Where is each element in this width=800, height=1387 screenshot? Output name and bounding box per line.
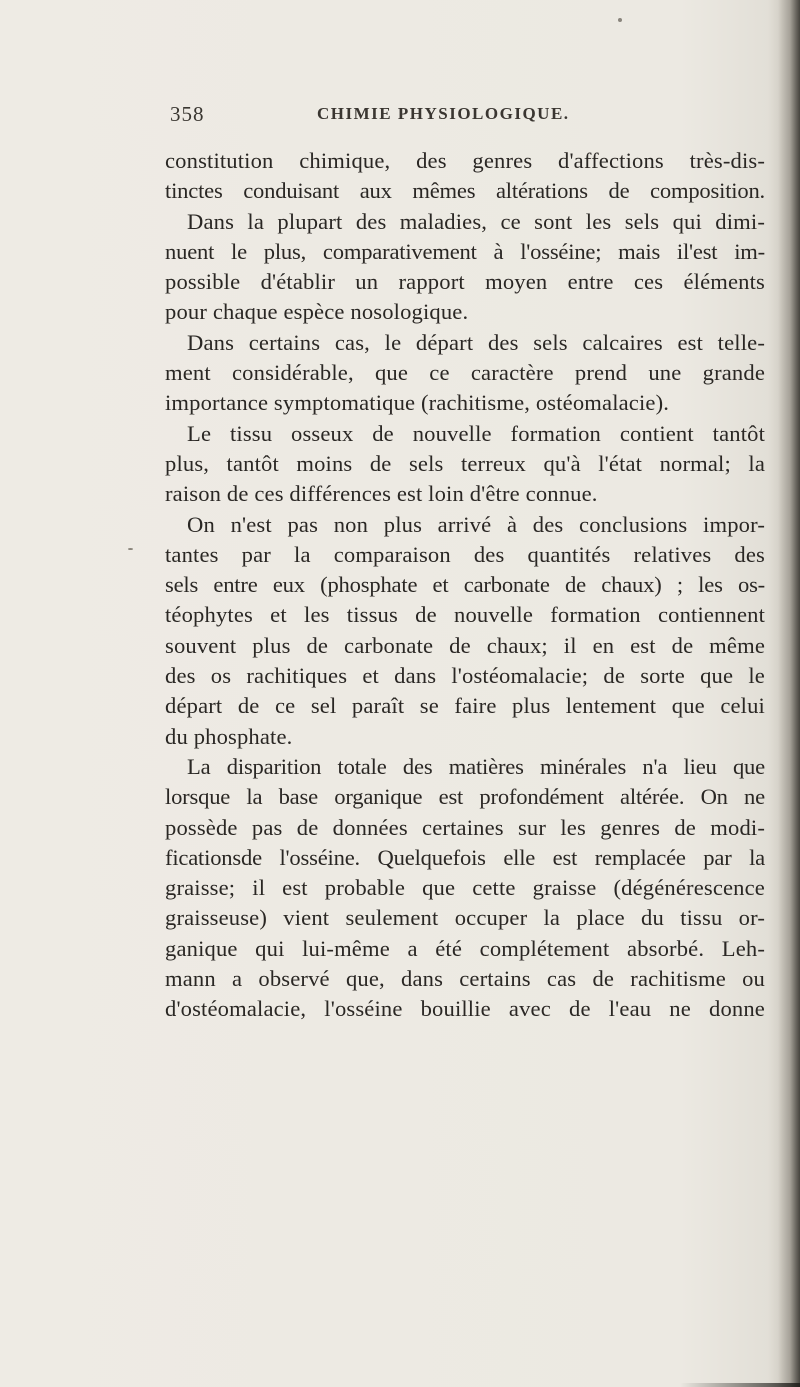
page-number: 358: [170, 102, 205, 126]
text-line: pour chaque espèce nosologique.: [165, 299, 469, 325]
text-line: d'ostéomalacie, l'osséine bouillie avec de l'eau ne donne: [165, 996, 765, 1022]
text-line: du phosphate.: [165, 723, 293, 749]
text-line: tantes par la comparaison des quantités relatives des: [165, 541, 765, 567]
text-line: raison de ces différences est loin d'être connue.: [165, 481, 598, 507]
running-title: CHIMIE PHYSIOLOGIQUE.: [317, 104, 570, 123]
text-line: constitution chimique, des genres d'affections très-dis-: [165, 148, 765, 173]
page-bottom-edge: [680, 1383, 800, 1387]
text-line: départ de ce sel paraît se faire plus lentement que celui: [165, 693, 765, 719]
text-line: des os rachitiques et dans l'ostéomalacie; de sorte que le: [165, 663, 765, 689]
text-line: souvent plus de carbonate de chaux; il en est de même: [165, 632, 765, 658]
text-line: Dans la plupart des maladies, ce sont les sels qui dimi-: [187, 208, 765, 234]
text-line: mann a observé que, dans certains cas de rachitisme ou: [165, 966, 765, 992]
body-text: [165, 146, 765, 1025]
paper-speck: [128, 548, 133, 550]
text-line: On n'est pas non plus arrivé à des conclusions impor-: [187, 511, 765, 537]
text-line: ficationsde l'osséine. Quelquefois elle est remplacée par la: [165, 844, 765, 870]
page-gutter-shadow: [778, 0, 800, 1387]
text-line: téophytes et les tissus de nouvelle formation contiennent: [165, 602, 765, 628]
text-line: ganique qui lui-même a été complétement absorbé. Leh-: [165, 935, 765, 961]
text-line: tinctes conduisant aux mêmes altérations de composition.: [165, 178, 765, 204]
text-line: nuent le plus, comparativement à l'osséine; mais il'est im-: [165, 238, 765, 264]
text-line: graisseuse) vient seulement occuper la place du tissu or-: [165, 905, 765, 931]
text-line: Dans certains cas, le départ des sels calcaires est telle-: [187, 329, 765, 355]
text-line: Le tissu osseux de nouvelle formation contient tantôt: [187, 420, 765, 446]
text-line: plus, tantôt moins de sels terreux qu'à l'état normal; la: [165, 450, 765, 476]
running-head: [170, 102, 770, 132]
text-line: ment considérable, que ce caractère prend une grande: [165, 360, 765, 386]
text-line: graisse; il est probable que cette graisse (dégénérescence: [165, 875, 765, 901]
text-line: possède pas de données certaines sur les genres de modi-: [165, 814, 765, 840]
text-line: sels entre eux (phosphate et carbonate de chaux) ; les os-: [165, 572, 765, 598]
paper-speck: [618, 18, 622, 22]
text-line: La disparition totale des matières minérales n'a lieu que: [187, 753, 765, 779]
text-line: lorsque la base organique est profondément altérée. On ne: [165, 784, 765, 810]
text-line: possible d'établir un rapport moyen entre ces éléments: [165, 269, 765, 295]
text-line: importance symptomatique (rachitisme, ostéomalacie).: [165, 390, 670, 416]
